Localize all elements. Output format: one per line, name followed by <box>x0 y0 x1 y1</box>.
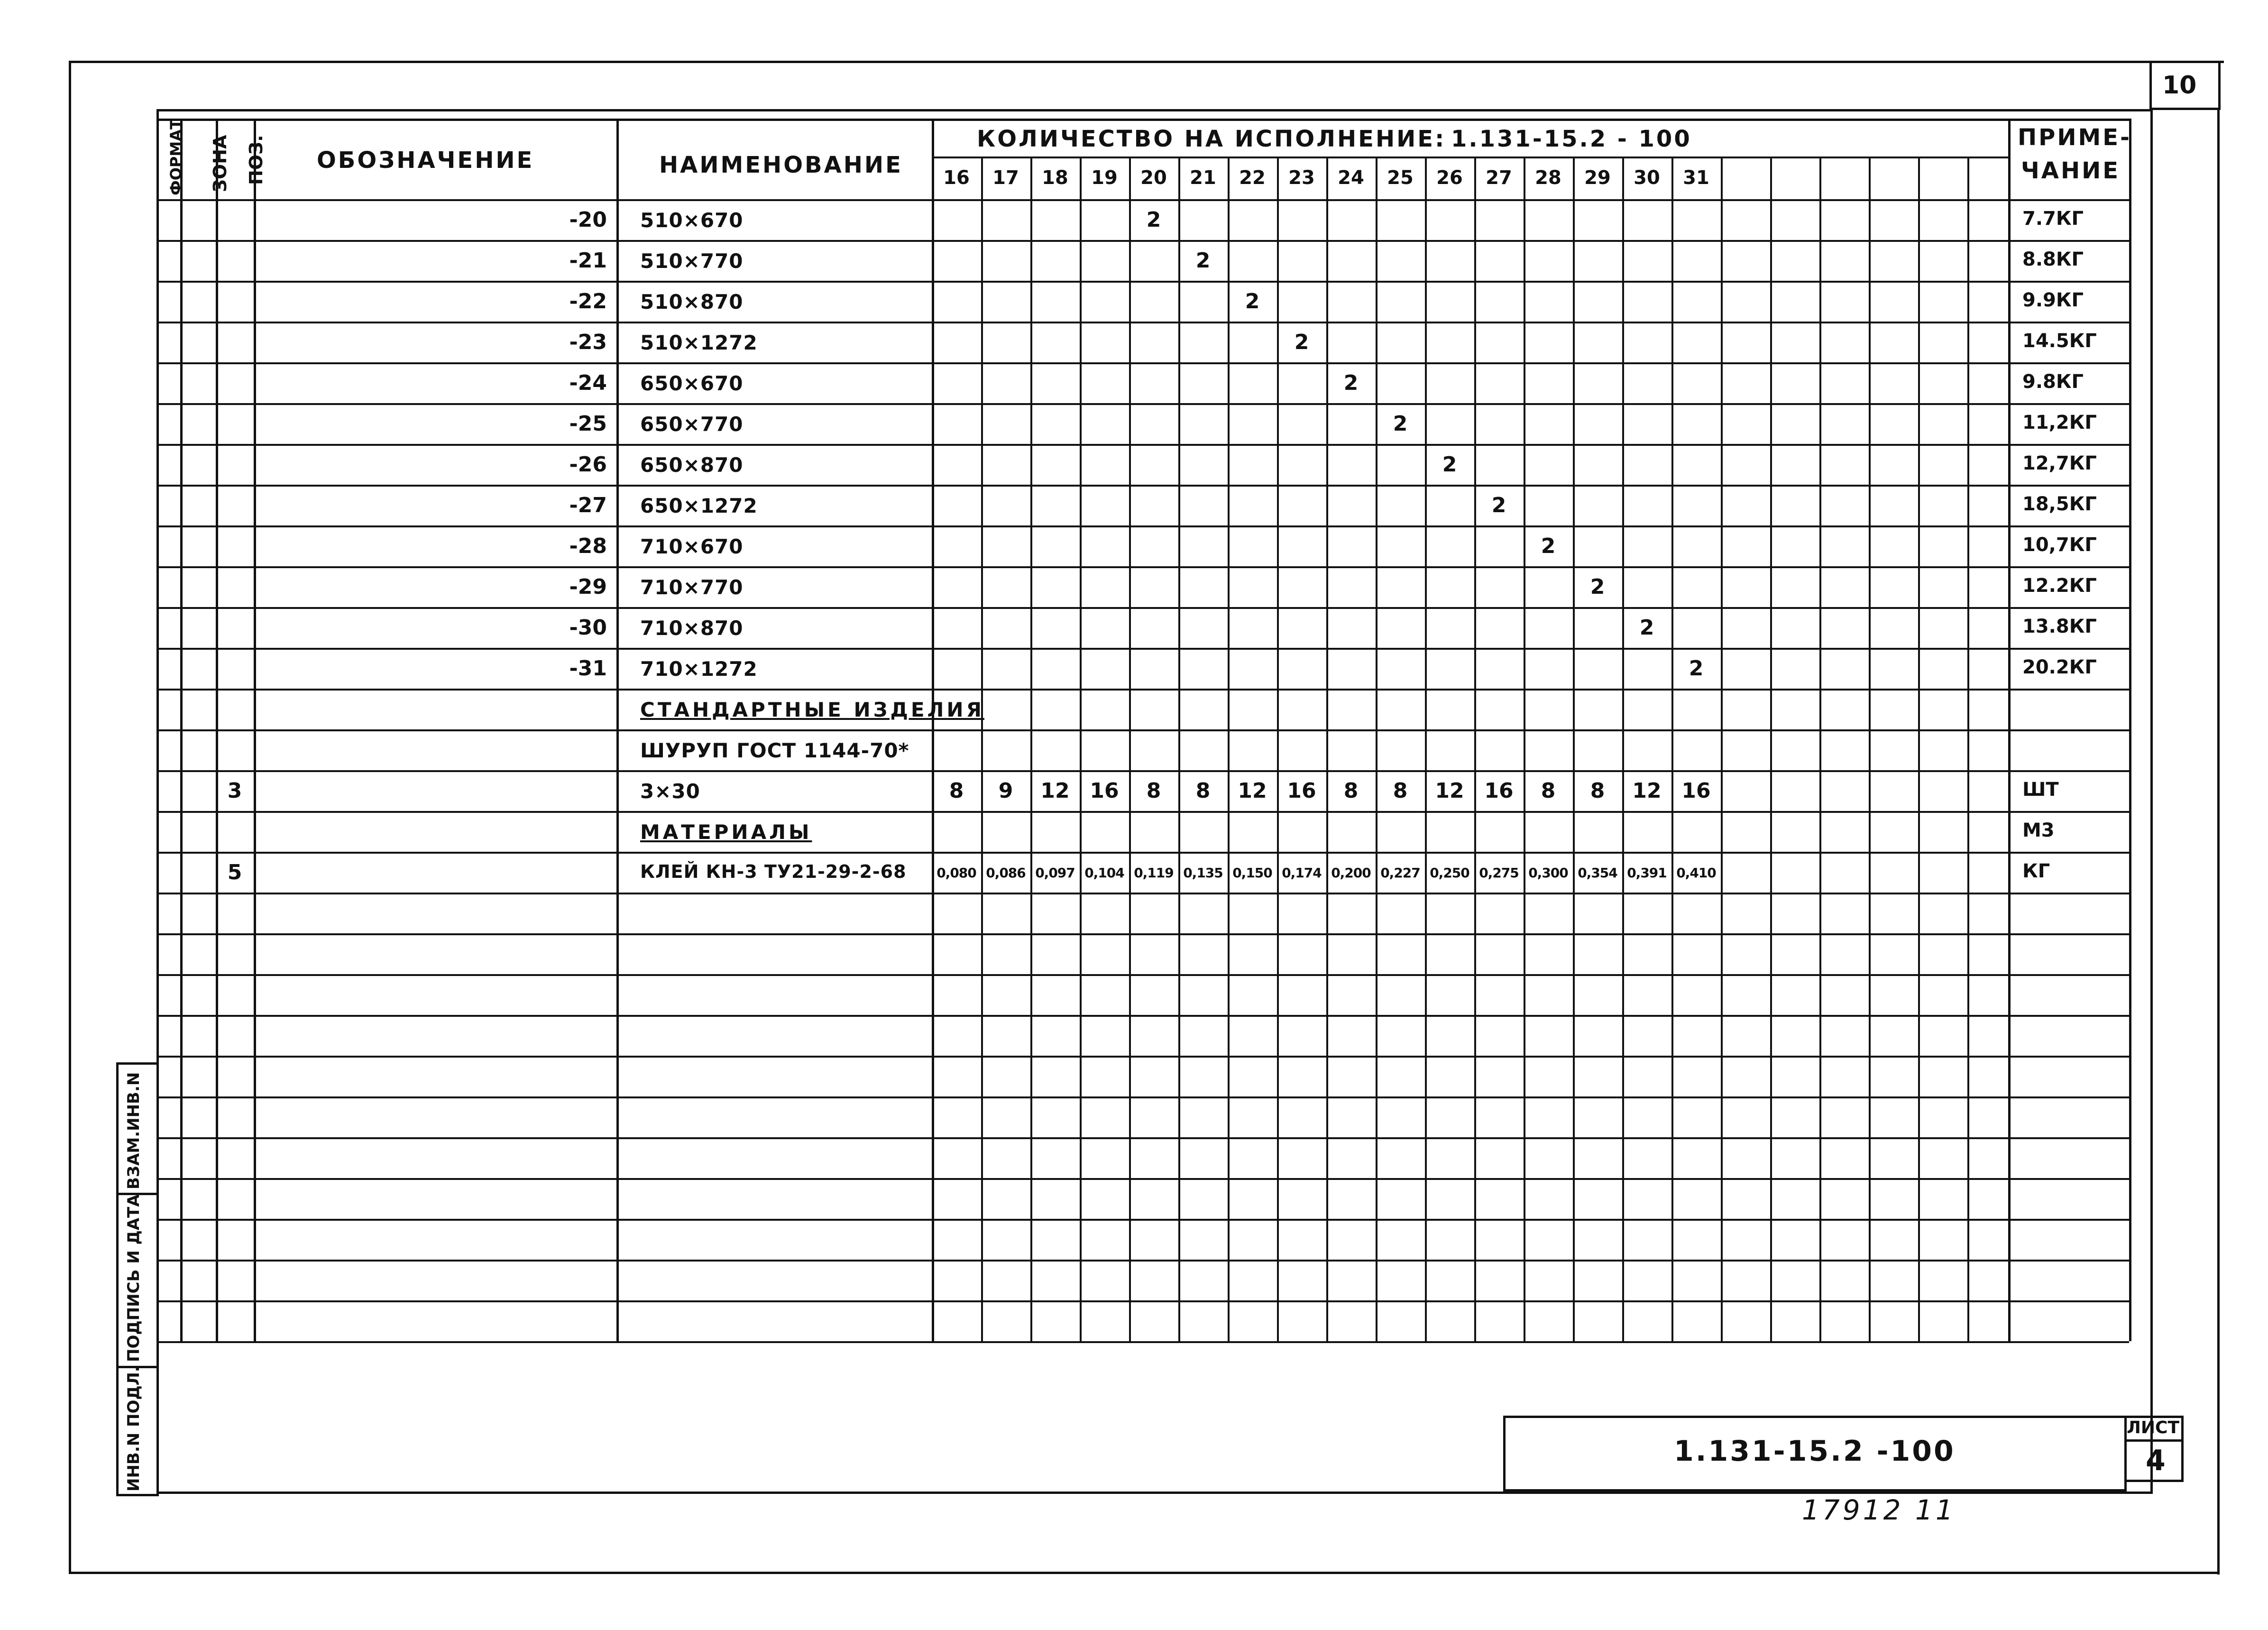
header-zone: ЗОНА <box>210 135 230 192</box>
row-line <box>156 852 2129 854</box>
row-name: 710×770 <box>640 576 744 599</box>
row-quantity: 0,250 <box>1430 865 1469 881</box>
row-name: 510×770 <box>640 249 744 273</box>
row-line <box>156 648 2129 650</box>
row-line <box>156 444 2129 446</box>
row-quantity: 2 <box>1393 412 1408 436</box>
qty-column-line <box>1819 157 1821 1341</box>
sheet-number: 4 <box>2146 1444 2166 1477</box>
row-name: ШУРУП ГОСТ 1144-70* <box>640 739 909 762</box>
row-designation: -22 <box>569 289 607 313</box>
qty-column-line <box>1573 157 1575 1341</box>
row-quantity: 2 <box>1689 656 1704 681</box>
execution-number: 19 <box>1091 167 1118 189</box>
row-quantity: 16 <box>1287 779 1316 803</box>
header-position: ПОЗ. <box>246 135 266 185</box>
row-quantity: 0,354 <box>1578 865 1617 881</box>
row-note: 9.9КГ <box>2022 289 2084 311</box>
sheet-corner-number: 10 <box>2162 71 2197 100</box>
row-quantity: 9 <box>998 779 1013 803</box>
row-line <box>156 281 2129 283</box>
execution-number: 18 <box>1042 167 1068 189</box>
row-note: 12,7КГ <box>2022 452 2097 474</box>
row-line <box>156 1341 2129 1343</box>
execution-number: 31 <box>1683 167 1709 189</box>
row-note: 18,5КГ <box>2022 493 2097 515</box>
row-line <box>156 1096 2129 1098</box>
row-quantity: 0,150 <box>1232 865 1272 881</box>
row-note: 11,2КГ <box>2022 412 2097 433</box>
row-name: 510×1272 <box>640 331 758 354</box>
row-line <box>156 1137 2129 1139</box>
qty-column-line <box>1080 157 1082 1341</box>
row-designation: -23 <box>569 330 607 354</box>
row-line <box>156 729 2129 731</box>
row-name: 710×870 <box>640 617 744 640</box>
row-quantity: 16 <box>1090 779 1119 803</box>
row-line <box>156 1300 2129 1302</box>
row-quantity: 16 <box>1681 779 1711 803</box>
row-quantity: 2 <box>1491 493 1506 517</box>
row-quantity: 0,275 <box>1479 865 1519 881</box>
row-quantity: 12 <box>1040 779 1070 803</box>
qty-column-line <box>1030 157 1032 1341</box>
qty-column-line <box>1326 157 1328 1341</box>
row-quantity: 0,391 <box>1627 865 1667 881</box>
row-quantity: 8 <box>1343 779 1359 803</box>
row-quantity: 2 <box>1639 616 1654 640</box>
qty-column-line <box>1869 157 1871 1341</box>
row-position: 3 <box>227 779 242 803</box>
qty-column-line <box>1228 157 1230 1341</box>
qty-column-line <box>1376 157 1377 1341</box>
qty-column-line <box>1622 157 1624 1341</box>
column-line <box>180 119 183 1341</box>
handwritten-archive-number: 17912 11 <box>1802 1494 1956 1526</box>
row-designation: -26 <box>569 452 607 477</box>
row-name: 650×870 <box>640 453 744 477</box>
qty-column-line <box>1474 157 1476 1341</box>
header-split-line <box>932 157 2008 158</box>
row-designation: -29 <box>569 575 607 599</box>
column-line <box>932 119 934 1341</box>
row-quantity: 2 <box>1195 249 1211 273</box>
header-note-line2: ЧАНИЕ <box>2021 157 2121 184</box>
row-name: 650×770 <box>640 413 744 436</box>
execution-number: 20 <box>1140 167 1167 189</box>
execution-number: 16 <box>943 167 970 189</box>
row-line <box>156 525 2129 527</box>
execution-number: 26 <box>1436 167 1463 189</box>
qty-column-line <box>1524 157 1525 1341</box>
row-designation: -27 <box>569 493 607 517</box>
row-quantity: 8 <box>1393 779 1408 803</box>
row-quantity: 0,104 <box>1084 865 1124 881</box>
header-quantity: КОЛИЧЕСТВО НА ИСПОЛНЕНИЕ: <box>977 126 1446 152</box>
row-quantity: 0,119 <box>1134 865 1174 881</box>
row-quantity: 8 <box>1195 779 1211 803</box>
row-line <box>156 485 2129 487</box>
qty-column-line <box>981 157 983 1341</box>
row-name: 650×670 <box>640 372 744 395</box>
execution-number: 25 <box>1387 167 1414 189</box>
qty-column-line <box>1129 157 1131 1341</box>
column-line <box>216 119 218 1341</box>
row-quantity: 0,200 <box>1331 865 1371 881</box>
header-note-line1: ПРИМЕ- <box>2018 124 2131 151</box>
row-line <box>156 1219 2129 1221</box>
row-quantity: 0,097 <box>1035 865 1075 881</box>
row-note: ШТ <box>2022 779 2059 801</box>
row-quantity: 2 <box>1541 534 1556 558</box>
row-note: 7.7КГ <box>2022 208 2084 230</box>
row-quantity: 16 <box>1484 779 1514 803</box>
row-name: 710×670 <box>640 535 744 558</box>
row-quantity: 0,410 <box>1676 865 1716 881</box>
row-note: 10,7КГ <box>2022 534 2097 556</box>
row-quantity: 2 <box>1343 371 1359 395</box>
row-line <box>156 362 2129 364</box>
row-line <box>156 1015 2129 1017</box>
header-designation: ОБОЗНАЧЕНИЕ <box>317 147 534 174</box>
row-quantity: 12 <box>1435 779 1464 803</box>
header-quantity-doc: 1.131-15.2 - 100 <box>1451 126 1692 152</box>
stamp-replacement-inv: ВЗАМ.ИНВ.N <box>124 1072 143 1189</box>
row-quantity: 8 <box>949 779 964 803</box>
column-line <box>2129 119 2131 1341</box>
qty-column-line <box>1721 157 1723 1341</box>
row-quantity: 8 <box>1541 779 1556 803</box>
sheet-label: ЛИСТ <box>2127 1418 2180 1437</box>
row-line <box>156 974 2129 976</box>
execution-number: 22 <box>1239 167 1266 189</box>
row-name: СТАНДАРТНЫЕ ИЗДЕЛИЯ <box>640 698 984 721</box>
row-line <box>156 199 2129 201</box>
qty-column-line <box>1967 157 1969 1341</box>
row-line <box>156 607 2129 609</box>
execution-number: 23 <box>1288 167 1315 189</box>
row-quantity: 12 <box>1632 779 1662 803</box>
qty-column-line <box>1178 157 1180 1341</box>
row-line <box>156 403 2129 405</box>
row-name: МАТЕРИАЛЫ <box>640 820 812 844</box>
table-top-line <box>156 119 2129 121</box>
row-designation: -31 <box>569 656 607 681</box>
row-quantity: 2 <box>1146 208 1161 232</box>
row-note: 9.8КГ <box>2022 371 2084 393</box>
row-name: 510×870 <box>640 290 744 313</box>
row-line <box>156 933 2129 935</box>
execution-number: 24 <box>1338 167 1364 189</box>
row-note: 8.8КГ <box>2022 249 2084 270</box>
row-name: 3×30 <box>640 780 700 803</box>
title-doc-code: 1.131-15.2 -100 <box>1674 1435 1956 1468</box>
execution-number: 30 <box>1634 167 1660 189</box>
qty-column-line <box>1671 157 1673 1341</box>
row-quantity: 0,227 <box>1380 865 1420 881</box>
header-name: НАИМЕНОВАНИЕ <box>659 152 903 178</box>
execution-number: 28 <box>1535 167 1561 189</box>
row-note: 13.8КГ <box>2022 616 2097 637</box>
row-designation: -20 <box>569 208 607 232</box>
row-quantity: 0,135 <box>1183 865 1223 881</box>
row-note: 12.2КГ <box>2022 575 2097 597</box>
row-name: 650×1272 <box>640 494 758 517</box>
row-quantity: 0,174 <box>1282 865 1322 881</box>
header-format: ФОРМАТ <box>167 119 185 195</box>
row-line <box>156 1056 2129 1058</box>
row-quantity: 8 <box>1146 779 1161 803</box>
row-name: КЛЕЙ КН-3 ТУ21-29-2-68 <box>640 861 907 882</box>
row-quantity: 8 <box>1590 779 1605 803</box>
row-line <box>156 1178 2129 1180</box>
column-line <box>254 119 256 1341</box>
row-line <box>156 566 2129 568</box>
row-designation: -21 <box>569 249 607 273</box>
stamp-original-inv: ИНВ.N ПОДЛ. <box>124 1366 143 1492</box>
row-quantity: 2 <box>1442 452 1457 477</box>
row-position: 5 <box>227 860 242 884</box>
row-line <box>156 811 2129 813</box>
row-line <box>156 689 2129 691</box>
row-designation: -25 <box>569 412 607 436</box>
execution-number: 27 <box>1486 167 1512 189</box>
row-note: КГ <box>2022 860 2050 882</box>
row-note: 20.2КГ <box>2022 656 2097 678</box>
stamp-signature-date: ПОДПИСЬ И ДАТА <box>124 1194 143 1362</box>
row-quantity: 0,086 <box>986 865 1026 881</box>
row-quantity: 0,300 <box>1528 865 1568 881</box>
execution-number: 17 <box>992 167 1019 189</box>
row-line <box>156 1260 2129 1262</box>
qty-column-line <box>1425 157 1427 1341</box>
execution-number: 21 <box>1190 167 1216 189</box>
row-name: 710×1272 <box>640 657 758 681</box>
row-note: М3 <box>2022 820 2055 841</box>
row-designation: -24 <box>569 371 607 395</box>
row-quantity: 2 <box>1294 330 1309 354</box>
row-line <box>156 893 2129 894</box>
row-designation: -28 <box>569 534 607 558</box>
column-line <box>2008 119 2011 1341</box>
row-quantity: 0,080 <box>937 865 976 881</box>
row-name: 510×670 <box>640 209 744 232</box>
qty-column-line <box>1770 157 1772 1341</box>
row-quantity: 2 <box>1245 289 1260 313</box>
row-line <box>156 240 2129 242</box>
row-line <box>156 770 2129 772</box>
column-line <box>616 119 619 1341</box>
row-quantity: 12 <box>1238 779 1267 803</box>
row-note: 14.5КГ <box>2022 330 2097 352</box>
row-designation: -30 <box>569 616 607 640</box>
row-quantity: 2 <box>1590 575 1605 599</box>
qty-column-line <box>1918 157 1920 1341</box>
row-line <box>156 322 2129 323</box>
execution-number: 29 <box>1584 167 1611 189</box>
